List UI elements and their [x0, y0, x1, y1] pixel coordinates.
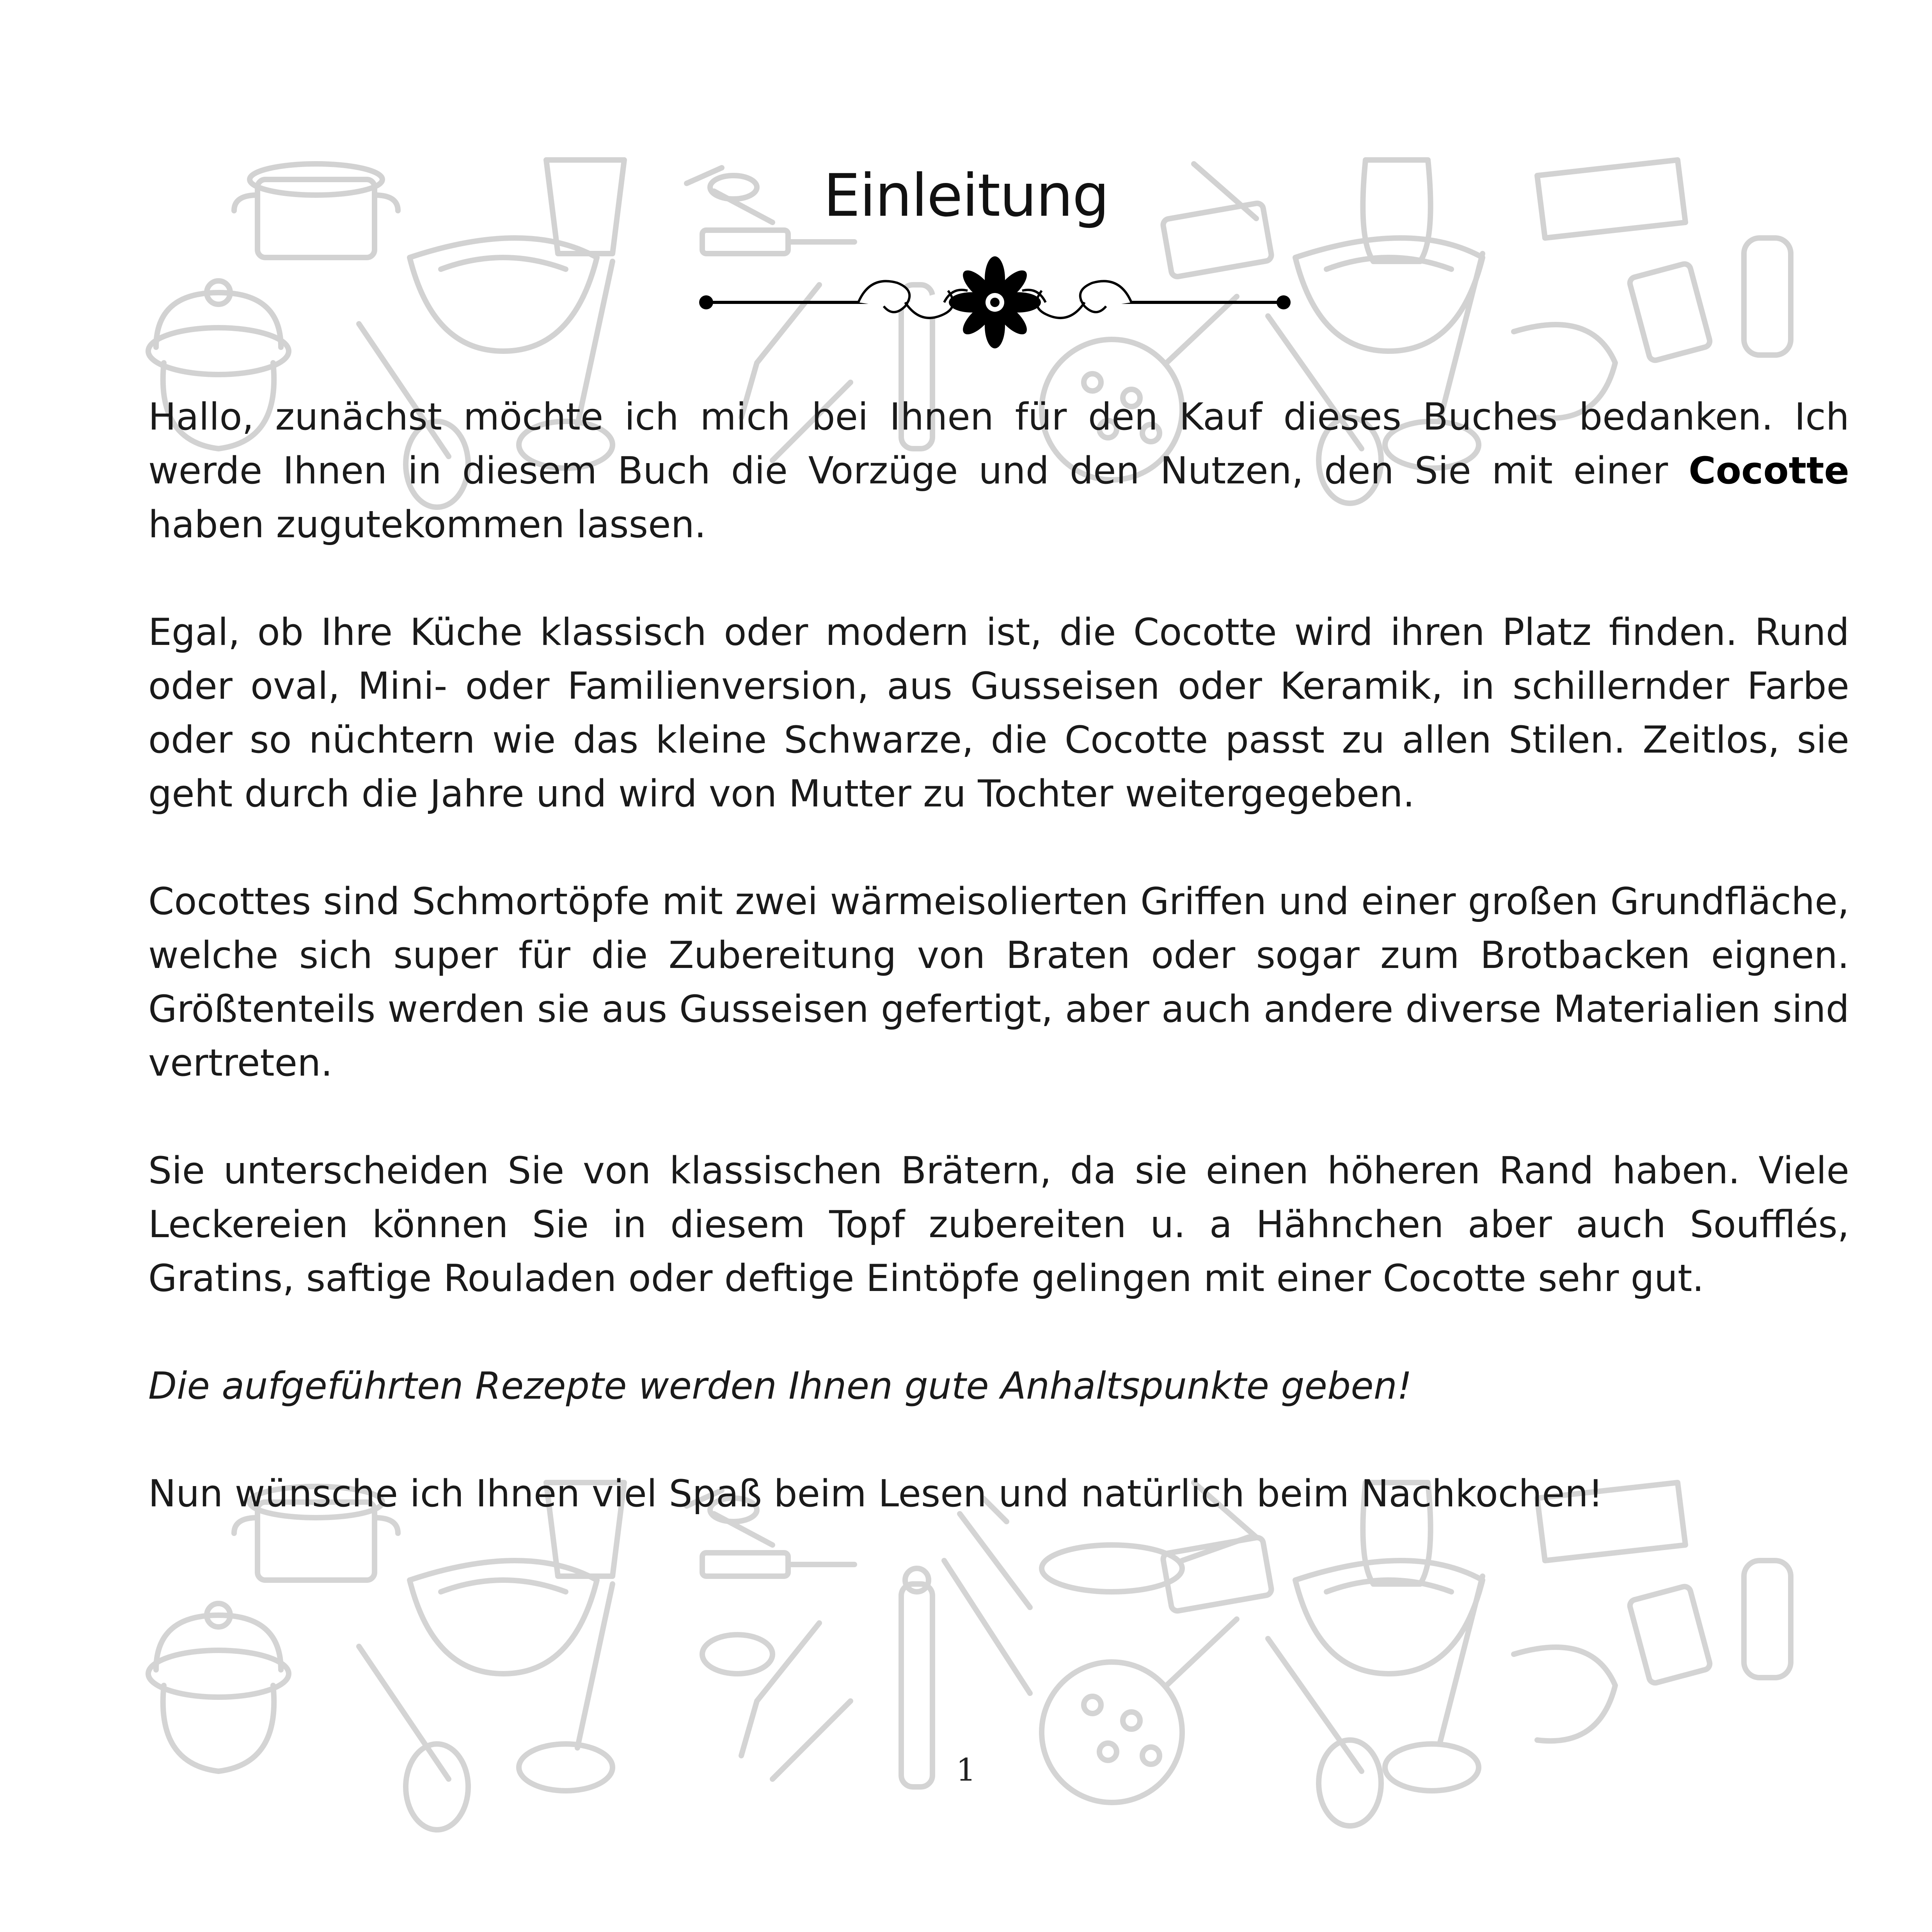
flourish-divider-icon — [694, 256, 1295, 353]
paragraph-definition: Cocottes sind Schmortöpfe mit zwei wärmeisolierten Griffen und einer großen Grundfläche, welche sich super für die Zubereitung von Braten oder sogar zum Brotbacken eignen. Größtenteils werden sie aus Gusseisen gefertigt, aber auch andere diverse Materialien sind vertreten. — [148, 880, 1849, 1085]
paragraph-intro — [148, 390, 1849, 552]
paragraph-uses: Sie unterscheiden Sie von klassischen Brätern, da sie einen höheren Rand haben. Viele Leckereien können Sie in diesem Topf zubereiten u. a Hähnchen aber auch Soufflés, Gratins, saftige Rouladen oder deftige Eintöpfe gelingen mit einer Cocotte sehr gut. — [148, 1149, 1849, 1300]
paragraph-recipes-note: Die aufgeführten Rezepte werden Ihnen gute Anhaltspunkte geben! — [148, 1365, 1412, 1408]
paragraph-closing: Nun wünsche ich Ihnen viel Spaß beim Lesen und natürlich beim Nachkochen! — [148, 1472, 1603, 1515]
emphasis-cocotte: Cocotte — [1689, 449, 1849, 492]
page-title: Einleitung — [823, 162, 1109, 230]
body-text — [148, 390, 1849, 1575]
paragraph-intro-text-end: haben zugutekommen lassen. — [148, 503, 707, 546]
paragraph-intro-text: Hallo, zunächst möchte ich mich bei Ihnen für den Kauf dieses Buches bedanken. Ich werde Ihnen in diesem Buch die Vorzüge und den Nutzen, den Sie mit einer — [148, 396, 1849, 492]
page-number: 1 — [956, 1752, 976, 1788]
paragraph-styles: Egal, ob Ihre Küche klassisch oder modern ist, die Cocotte wird ihren Platz finden. Rund oder oval, Mini- oder Familienversion, aus Gusseisen oder Keramik, in schillernder Farbe oder so nüchtern wie das kleine Schwarze, die Cocotte passt zu allen Stilen. Zeitlos, sie geht durch die Jahre und wird von Mutter zu Tochter weitergegeben. — [148, 611, 1849, 815]
